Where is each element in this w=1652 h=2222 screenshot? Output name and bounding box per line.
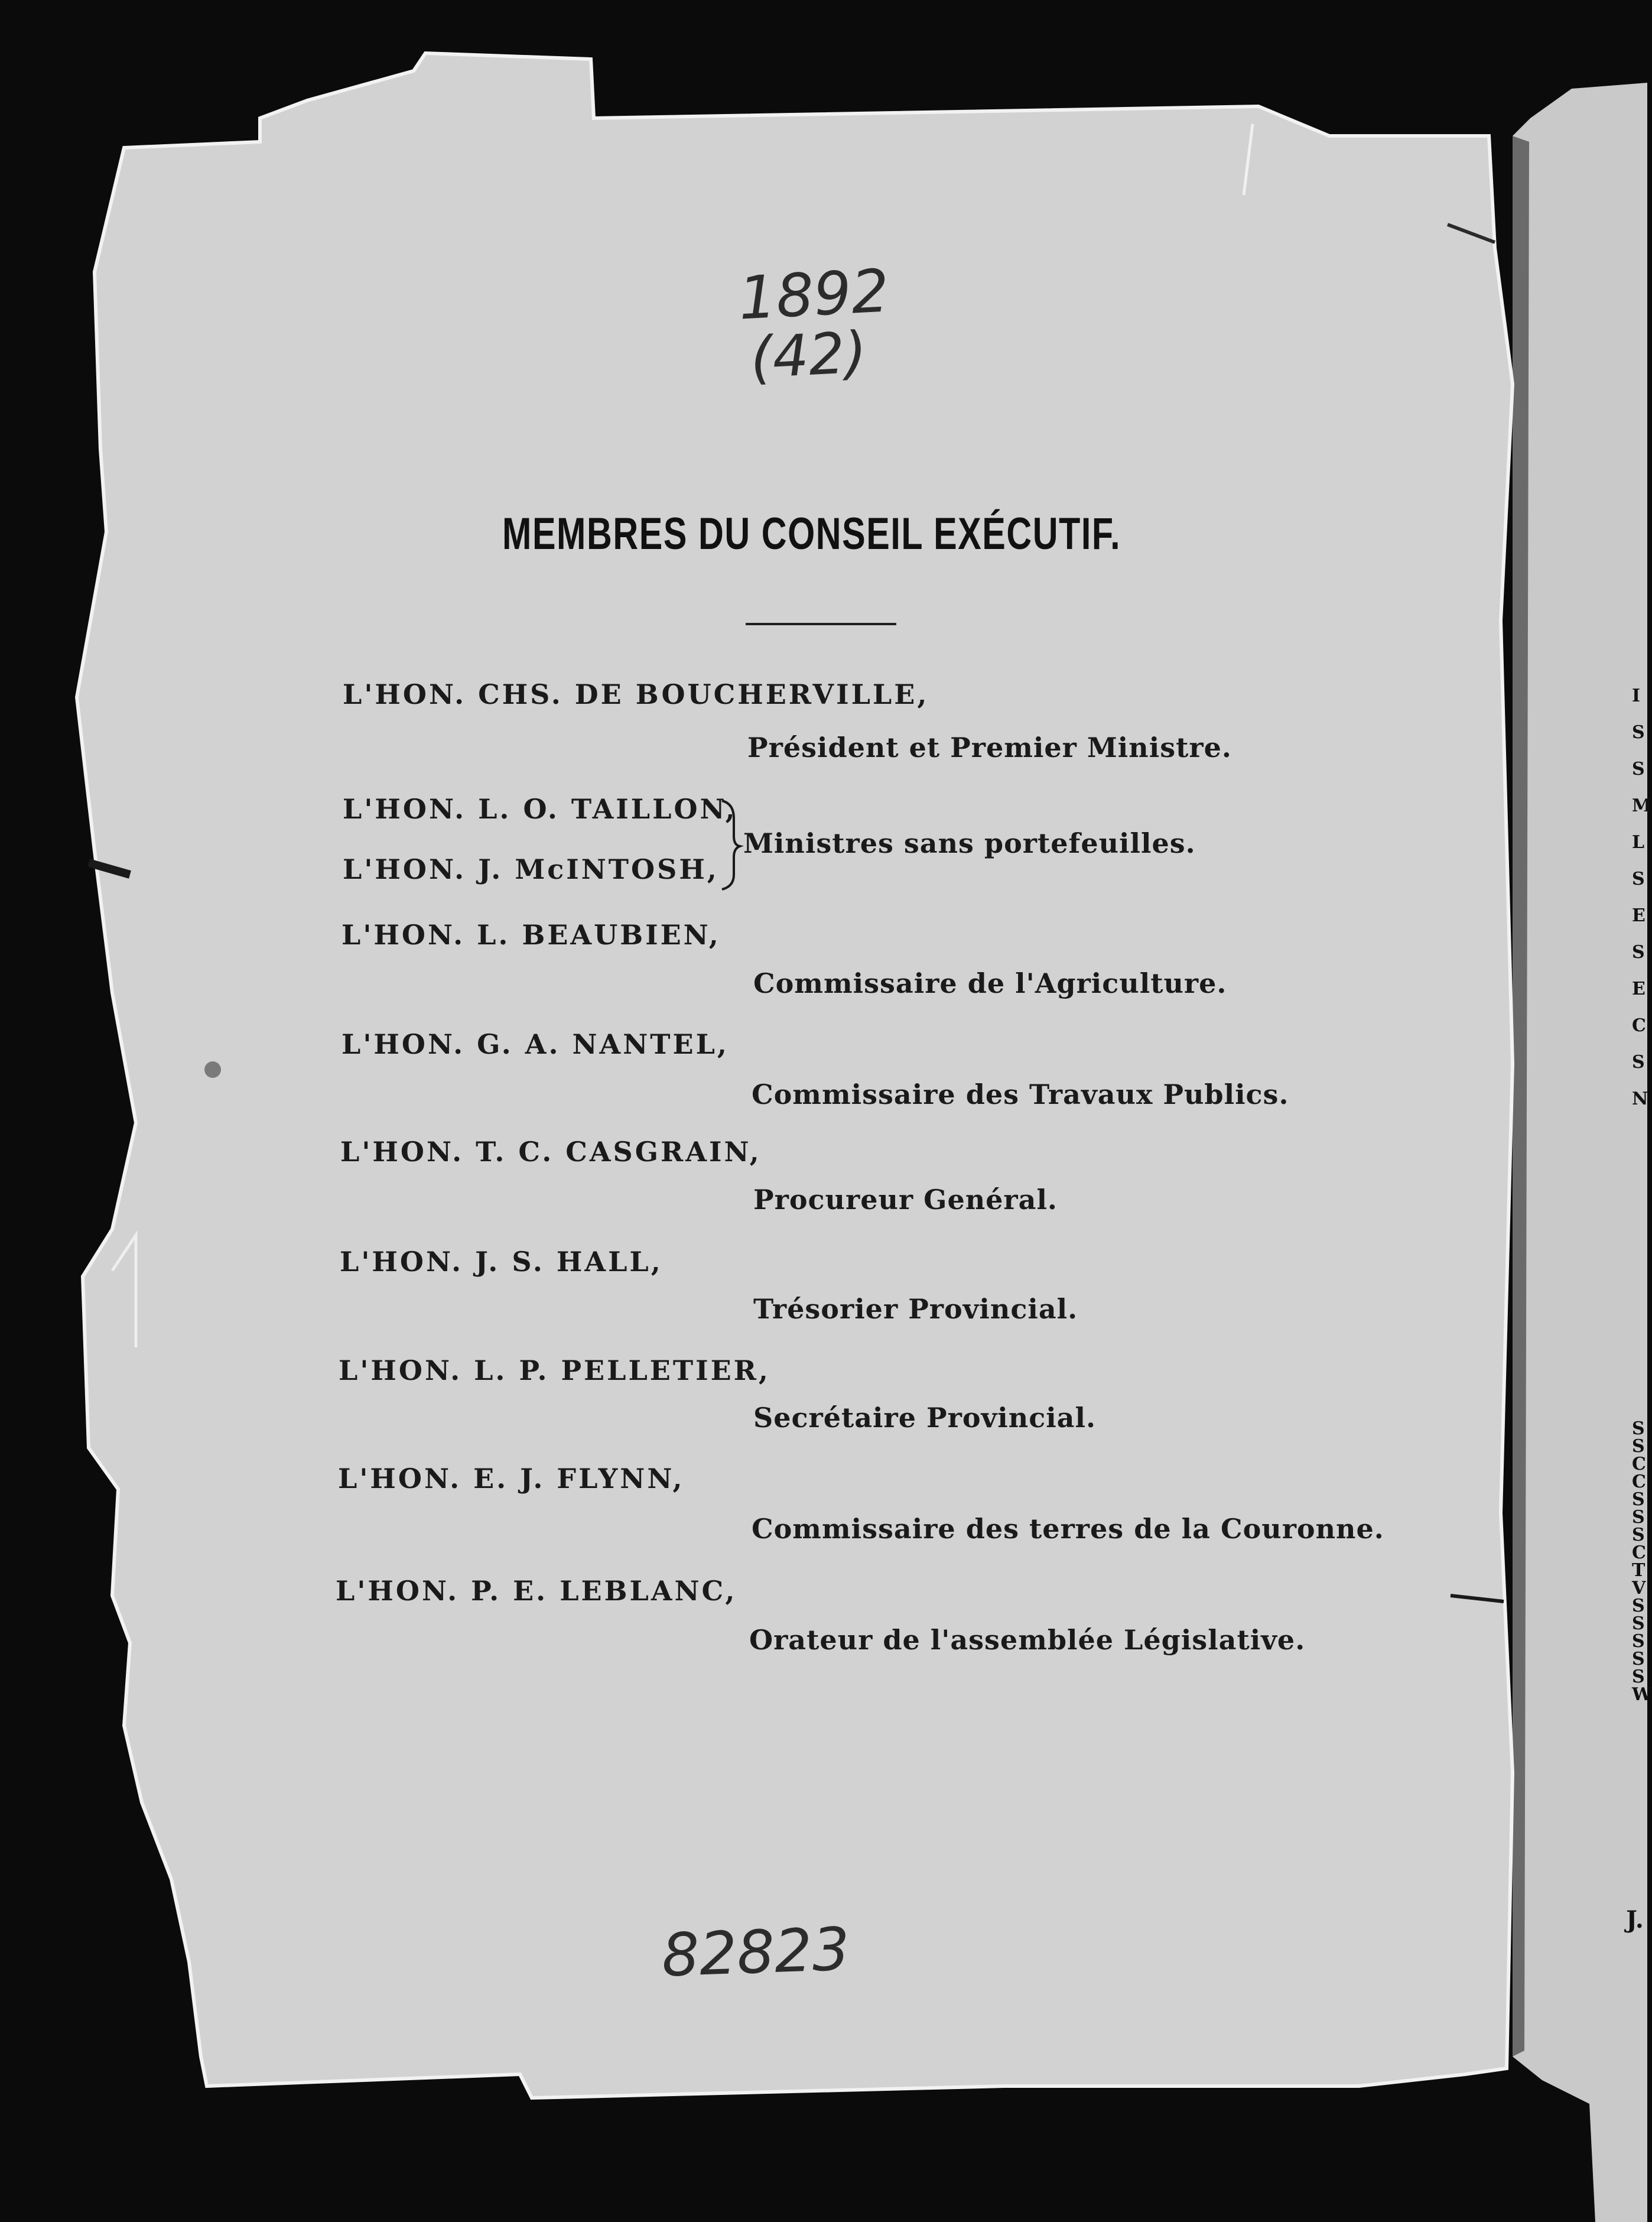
adjacent-page-letter: E — [1632, 905, 1646, 926]
adjacent-page-letter: S — [1632, 1613, 1645, 1634]
member-title: Commissaire des Travaux Publics. — [752, 1078, 1289, 1110]
handwritten-code: (42) — [749, 319, 869, 392]
adjacent-page-letter: C — [1632, 1454, 1646, 1474]
member-name: L'HON. L. P. PELLETIER, — [339, 1354, 770, 1386]
member-title: Procureur Genéral. — [753, 1184, 1058, 1216]
member-name: L'HON. L. O. TAILLON, — [343, 793, 737, 825]
member-name: L'HON. J. S. HALL, — [340, 1246, 663, 1278]
member-name: L'HON. J. McINTOSH, — [343, 853, 719, 885]
adjacent-page-letter: T — [1632, 1560, 1646, 1581]
adjacent-page-letter: S — [1632, 1052, 1645, 1073]
adjacent-page-letter: S — [1632, 869, 1645, 889]
adjacent-page-letter: M — [1632, 795, 1652, 816]
member-title: Secrétaire Provincial. — [753, 1402, 1096, 1434]
adjacent-page-letter: S — [1632, 759, 1645, 779]
member-name: L'HON. L. BEAUBIEN, — [342, 919, 721, 951]
adjacent-page-letter: S — [1632, 1507, 1645, 1528]
member-title: Commissaire des terres de la Couronne. — [752, 1513, 1384, 1545]
member-name: L'HON. E. J. FLYNN, — [338, 1463, 685, 1495]
adjacent-page-letter: S — [1632, 1666, 1645, 1687]
handwritten-year: 1892 — [737, 256, 891, 333]
member-name: L'HON. P. E. LEBLANC, — [336, 1575, 737, 1607]
member-name: L'HON. T. C. CASGRAIN, — [340, 1136, 762, 1168]
member-title: Trésorier Provincial. — [753, 1293, 1078, 1325]
adjacent-page-letter: S — [1632, 1489, 1645, 1510]
adjacent-page-letter: S — [1632, 722, 1645, 743]
handwritten-number: 82823 — [661, 1914, 851, 1990]
adjacent-page-letter: N — [1632, 1089, 1648, 1109]
adjacent-page-letter: S — [1632, 1649, 1645, 1669]
adjacent-page-letter: S — [1632, 1436, 1645, 1457]
adjacent-page-letter: S — [1632, 1418, 1645, 1439]
adjacent-page-letter: S — [1632, 1525, 1645, 1545]
adjacent-page-letter: E — [1632, 979, 1646, 999]
member-name: L'HON. CHS. DE BOUCHERVILLE, — [343, 678, 929, 710]
member-title: Président et Premier Ministre. — [747, 732, 1232, 764]
adjacent-page-letter: V — [1632, 1578, 1646, 1599]
adjacent-page-letter: S — [1632, 942, 1645, 963]
member-name: L'HON. G. A. NANTEL, — [342, 1028, 729, 1060]
adjacent-page-letter: C — [1632, 1015, 1646, 1036]
adjacent-page-letter: W — [1632, 1684, 1652, 1705]
adjacent-page-letter: I — [1632, 686, 1641, 706]
adjacent-page-footer: J. — [1626, 1906, 1644, 1934]
title-rule — [746, 623, 896, 625]
adjacent-page-letter: L — [1632, 832, 1645, 853]
adjacent-page-letter: C — [1632, 1471, 1646, 1492]
adjacent-page-letter: S — [1632, 1596, 1645, 1616]
adjacent-page-letter: S — [1632, 1631, 1645, 1652]
member-title: Orateur de l'assemblée Législative. — [749, 1624, 1306, 1656]
member-title: Commissaire de l'Agriculture. — [753, 967, 1227, 999]
adjacent-page-letter: C — [1632, 1542, 1646, 1563]
page-title: MEMBRES DU CONSEIL EXÉCUTIF. — [502, 509, 1121, 559]
shared-title: Ministres sans portefeuilles. — [743, 827, 1196, 859]
